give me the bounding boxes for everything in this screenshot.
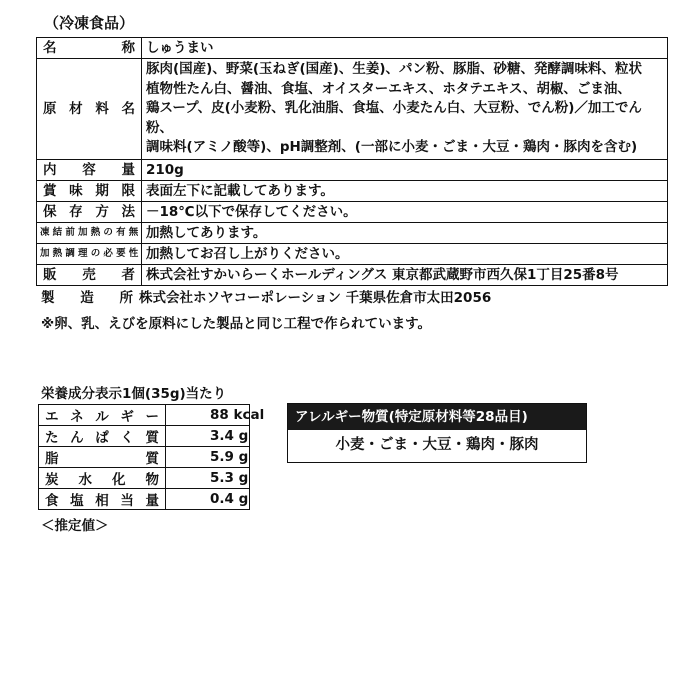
cooking-required-key: 加熱調理の必要性 [37,243,142,264]
content-key: 内容量 [37,159,142,180]
label-row-name [37,38,668,59]
manufacturer-value: 株式会社ホソヤコーポレーション 千葉県佐倉市太田2056 [139,290,492,306]
nutrition-value: 3.4 g [166,426,250,447]
nutrition-key: 炭水化物 [39,468,166,489]
ingredients-line: 鶏スープ、皮(小麦粉、乳化油脂、食塩、小麦たん白、大豆粉、でん粉)／加工でん粉、 [146,100,642,136]
nutrition-key: 食塩相当量 [39,489,166,510]
nutrition-row [39,405,250,426]
heated-before-freezing-value: 加熱してあります。 [142,222,668,243]
label-row-seller [37,264,668,285]
seller-value: 株式会社すかいらーくホールディングス 東京都武蔵野市西久保1丁目25番8号 [142,264,668,285]
estimate-note: ＜推定値＞ [41,518,109,534]
name-key: 名称 [37,38,142,59]
nutrition-key: エネルギー [39,405,166,426]
nutrition-key: 脂質 [39,447,166,468]
nutrition-key: たんぱく質 [39,426,166,447]
nutrition-row [39,489,250,510]
nutrition-value: 88 kcal [166,405,250,426]
allergy-title: アレルギー物質(特定原材料等28品目) [288,404,586,430]
seller-key: 販売者 [37,264,142,285]
allergy-items: 小麦・ごま・大豆・鶏肉・豚肉 [335,437,539,453]
allergy-box [287,403,587,463]
cooking-required-value: 加熱してお召し上がりください。 [142,243,668,264]
ingredients-line: 豚肉(国産)、野菜(玉ねぎ(国産)、生姜)、パン粉、豚脂、砂糖、発酵調味料、粒状 [146,61,643,77]
label-row-heated-before-freezing [37,222,668,243]
ingredients-line: 植物性たん白、醤油、食塩、オイスターエキス、ホタテエキス、胡椒、ごま油、 [146,80,631,97]
ingredients-value [142,59,668,160]
manufacturer-key: 製造所 [41,290,133,306]
nutrition-title: 栄養成分表示1個(35g)当たり [41,386,227,402]
frozen-food-heading: （冷凍食品） [44,14,135,32]
nutrition-row [39,426,250,447]
allergen-process-note: ※卵、乳、えびを原料にした製品と同じ工程で作られています。 [41,316,432,332]
ingredients-line: 調味料(アミノ酸等)、pH調整剤、(一部に小麦・ごま・大豆・鶏肉・豚肉を含む) [146,139,638,156]
label-row-content [37,159,668,180]
label-row-best-before [37,180,668,201]
nutrition-value: 5.3 g [166,468,250,489]
label-row-ingredients [37,59,668,160]
name-value: しゅうまい [142,38,668,59]
product-label-table [36,37,668,286]
best-before-value: 表面左下に記載してあります。 [142,180,668,201]
best-before-key: 賞味期限 [37,180,142,201]
nutrition-value: 0.4 g [166,489,250,510]
nutrition-table [38,404,265,510]
label-row-storage [37,201,668,222]
nutrition-row [39,468,250,489]
nutrition-row [39,447,250,468]
heated-before-freezing-key: 凍結前加熱の有無 [37,222,142,243]
storage-key: 保存方法 [37,201,142,222]
storage-value: －18℃以下で保存してください。 [142,201,668,222]
content-value: 210g [142,159,668,180]
manufacturer-line [41,286,491,306]
label-row-cooking-required [37,243,668,264]
nutrition-value: 5.9 g [166,447,250,468]
ingredients-key: 原材料名 [37,59,142,160]
